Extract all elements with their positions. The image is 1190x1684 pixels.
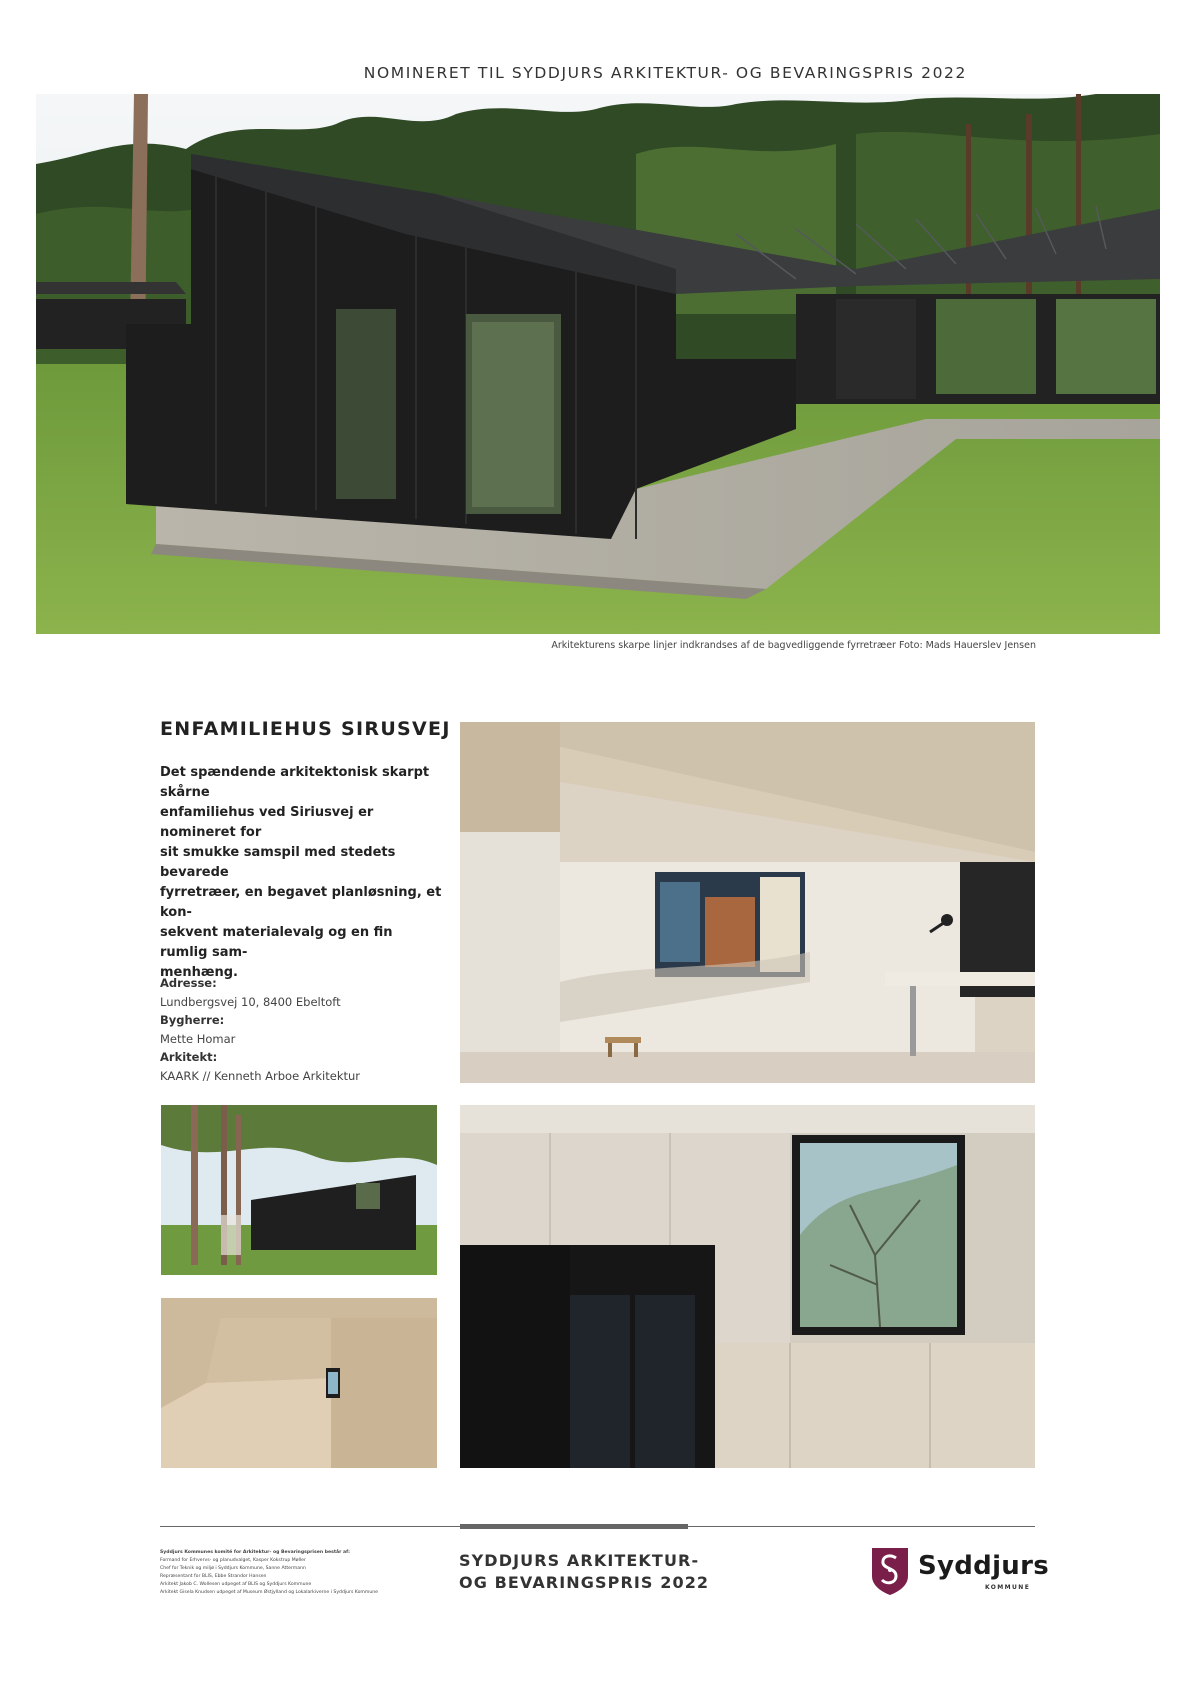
- award-line: SYDDJURS ARKITEKTUR-: [459, 1551, 700, 1570]
- client-label: Bygherre:: [160, 1013, 225, 1028]
- credits-line: Repræsentant for BLIS, Ebbe Strandor Hansen: [160, 1574, 267, 1579]
- award-line: OG BEVARINGSPRIS 2022: [459, 1573, 710, 1592]
- credits-lead: Syddjurs Kommunes komité for Arkitektur- og Bevaringsprisen består af:: [160, 1550, 350, 1555]
- photo-interior-window-tree: [460, 1105, 1035, 1468]
- intro-line: menhæng.: [160, 965, 238, 980]
- footer-committee-credits: [160, 1549, 410, 1597]
- footer-award-title: [459, 1550, 709, 1594]
- intro-line: sit smukke samspil med stedets bevarede: [160, 845, 396, 880]
- photo-interior-corner-window: [161, 1298, 437, 1468]
- photo-exterior-with-pines: [161, 1105, 437, 1275]
- intro-line: Det spændende arkitektonisk skarpt skårne: [160, 765, 430, 800]
- syddjurs-shield-icon: [870, 1546, 910, 1596]
- project-title: ENFAMILIEHUS SIRUSVEJ: [160, 718, 451, 740]
- address-value: Lundbergsvej 10, 8400 Ebeltoft: [160, 994, 341, 1009]
- hero-photo-house-exterior: [36, 94, 1160, 634]
- logo-wordmark: Syddjurs: [918, 1551, 1050, 1581]
- credits-line: Arkitekt Jakob C. Wollesen udpeget af BLIS og Syddjurs Kommune: [160, 1582, 312, 1587]
- address-label: Adresse:: [160, 976, 217, 990]
- photo-interior-living-room: [460, 722, 1035, 1083]
- project-facts: [160, 974, 440, 1086]
- client-value: Mette Homar: [160, 1031, 236, 1046]
- page-header-title: NOMINERET TIL SYDDJURS ARKITEKTUR- OG BEVARINGSPRIS 2022: [363, 64, 967, 82]
- intro-line: enfamiliehus ved Siriusvej er nomineret for: [160, 805, 374, 840]
- intro-line: fyrretræer, en begavet planløsning, et kon-: [160, 885, 442, 920]
- hero-photo-caption: Arkitekturens skarpe linjer indkrandses af de bagvedliggende fyrretræer Foto: Mads Hauerslev Jensen: [551, 640, 1036, 651]
- architect-value: KAARK // Kenneth Arboe Arkitektur: [160, 1068, 361, 1083]
- architect-label: Arkitekt:: [160, 1050, 218, 1065]
- intro-line: sekvent materialevalg og en fin rumlig sam-: [160, 925, 393, 960]
- credits-line: Formand for Erhvervs- og planudvalget, Kasper Kokstrup Møller: [160, 1558, 306, 1563]
- credits-line: Chef for Teknik og miljø i Syddjurs Kommune, Sanne Attermann: [160, 1566, 306, 1571]
- project-intro: [160, 763, 443, 983]
- credits-line: Arkitekt Gisela Knudsen udpeget af Museum Østjylland og Lokalarkiverne i Syddjurs Kommune: [160, 1590, 378, 1595]
- footer-accent-bar: [460, 1524, 688, 1529]
- logo-subtitle: KOMMUNE: [985, 1584, 1031, 1591]
